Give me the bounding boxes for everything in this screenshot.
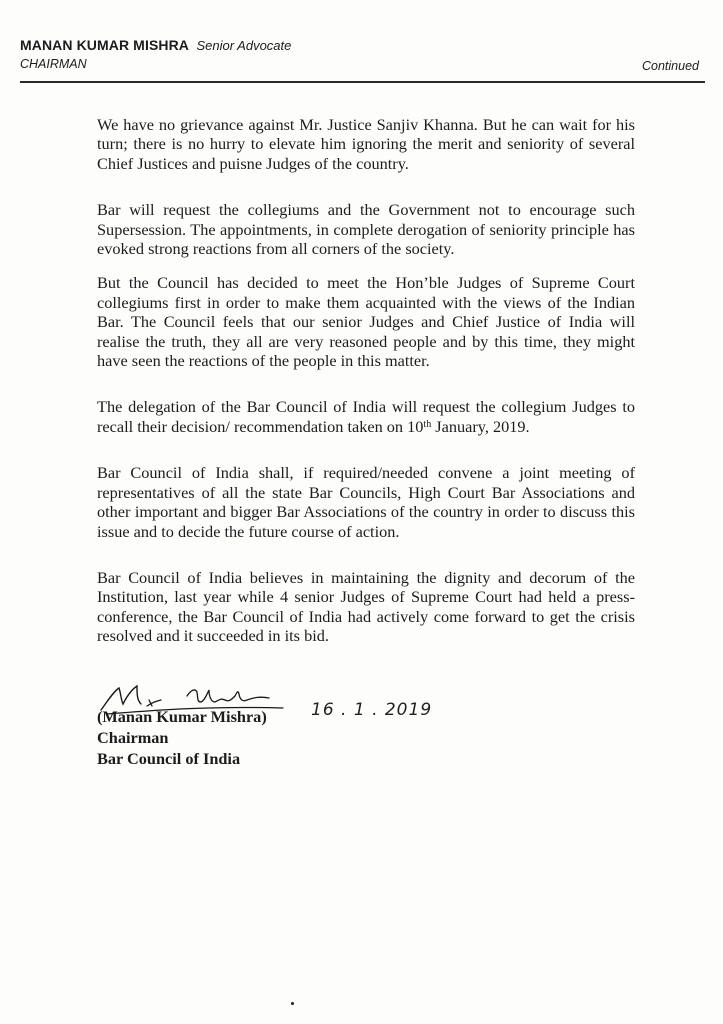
- continued-label: Continued: [642, 59, 699, 73]
- handwritten-date: 16 . 1 . 2019: [311, 700, 433, 720]
- page-mark: [291, 1002, 294, 1005]
- letterhead-title: CHAIRMAN: [20, 57, 87, 71]
- letterhead-rule: [20, 81, 705, 83]
- paragraph-3: But the Council has decided to meet the Hon’ble Judges of Supreme Court collegiums first in order to make them acquainted with the views of the Indian Bar. The Council feels that our senior Judges and Chief Justice of India will realise the truth, they all are very reasoned people and by this time, they might have seen the reactions of the people in this matter.: [97, 273, 635, 371]
- signatory-organization: Bar Council of India: [97, 749, 241, 768]
- paragraph-4-start: The delegation of the Bar Council of India will request the collegium Judges to recall their decision/ recommendation taken on 10: [97, 397, 635, 436]
- paragraph-4: [97, 397, 635, 436]
- letterhead-name: MANAN KUMAR MISHRA: [20, 37, 190, 53]
- letterhead-designation: Senior Advocate: [196, 38, 292, 53]
- letterhead: [20, 36, 703, 73]
- signatory-name: (Manan Kumar Mishra): [97, 707, 267, 726]
- signatory-role: Chairman: [97, 728, 169, 747]
- paragraph-5: Bar Council of India shall, if required/needed convene a joint meeting of representatives of all the state Bar Councils, High Court Bar Associations and other important and bigger Bar Associations of the country in order to discuss this issue and to decide the future course of action.: [97, 463, 635, 541]
- letter-body: [97, 115, 635, 646]
- letterhead-name-line: [20, 36, 703, 54]
- paragraph-4-end: January, 2019.: [431, 416, 530, 436]
- paragraph-2: Bar will request the collegiums and the Government not to encourage such Supersession. The appointments, in complete derogation of seniority principle has evoked strong reactions from all corners of the society.: [97, 200, 635, 259]
- paragraph-6: Bar Council of India believes in maintaining the dignity and decorum of the Institution, last year while 4 senior Judges of Supreme Court had held a press-conference, the Bar Council of India had actively come forward to get the crisis resolved and it succeeded in its bid.: [97, 567, 635, 646]
- paragraph-1: We have no grievance against Mr. Justice Sanjiv Khanna. But he can wait for his turn; there is no hurry to elevate him ignoring the merit and seniority of several Chief Justices and puisne Judges of the country.: [97, 115, 635, 173]
- signature-block: [97, 706, 267, 769]
- ordinal-suffix: th: [423, 418, 432, 430]
